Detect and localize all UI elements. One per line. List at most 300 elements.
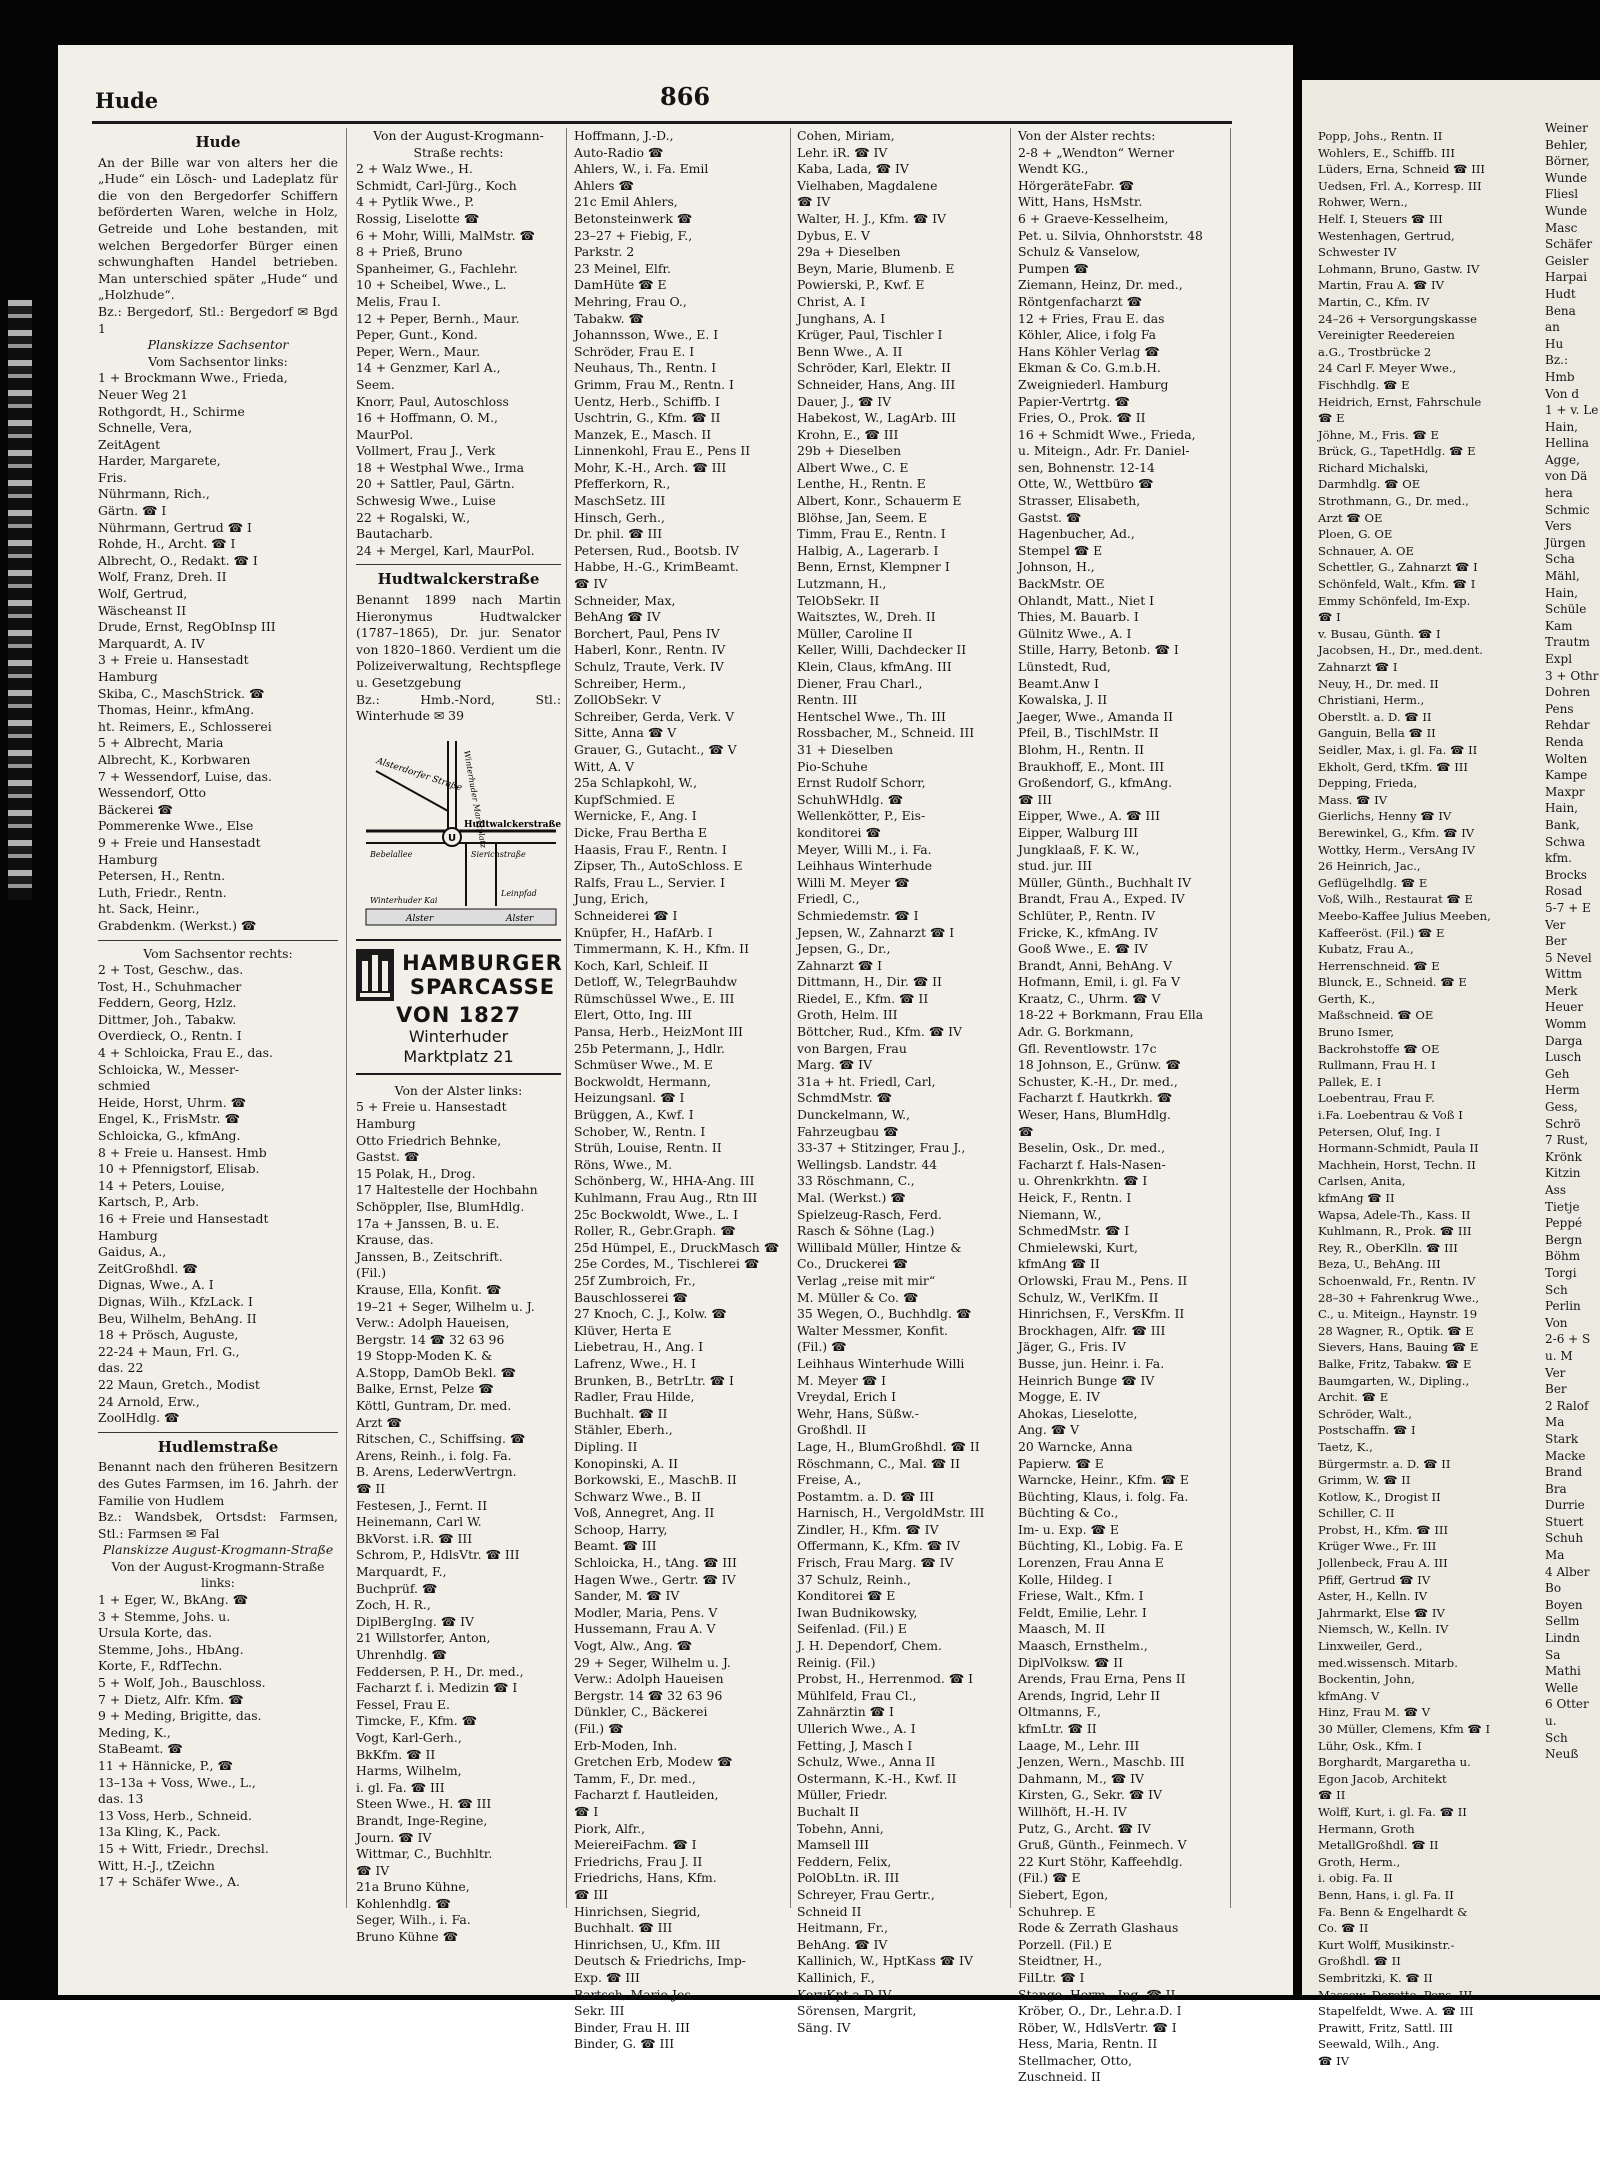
directory-entry: 22-24 + Maun, Frl. G., [98,1343,240,1359]
directory-entry: Meebo-Kaffee Julius Meeben, [1318,908,1491,923]
directory-entry: 18 + Prösch, Auguste, [98,1327,239,1343]
directory-entry: TelObSekr. II [797,592,880,608]
directory-entry: Korte, F., RdfTechn. [98,1658,223,1674]
directory-entry: Niemsch, W., Kelln. IV [1318,1622,1449,1637]
directory-entry: 33 Röschmann, C., [797,1173,915,1189]
directory-entry: Rode & Zerrath Glashaus [1018,1920,1179,1936]
directory-entry: Bauschlosserei ☎ [574,1289,688,1305]
directory-entry: Rothgordt, H., Schirme [98,403,245,419]
directory-entry: Fetting, J, Masch I [797,1737,913,1753]
directory-entry: 5-7 + E [1545,900,1591,915]
directory-entry: ☎ III [574,1886,609,1902]
directory-entry: Bergstr. 14 ☎ 32 63 96 [574,1687,723,1703]
directory-entry: 1 + Eger, W., BkAng. ☎ [98,1592,249,1608]
directory-entry: Bra [1545,1481,1567,1496]
directory-entry: 22 + Rogalski, W., [356,509,471,525]
directory-entry: Albrecht, O., Redakt. ☎ I [98,552,258,568]
directory-entry: Binder, G. ☎ III [574,2036,675,2052]
directory-entry: Köttl, Guntram, Dr. med. [356,1398,512,1414]
directory-entry: Brandt, Inge-Regine, [356,1812,488,1828]
directory-entry: Mathi [1545,1664,1581,1679]
directory-entry: Beza, U., BehAng. III [1318,1257,1441,1272]
directory-entry: Bruno Ismer, [1318,1025,1394,1040]
directory-entry: Pens [1545,701,1574,716]
directory-entry: Hu [1545,336,1564,351]
entries-list [98,1592,338,1891]
directory-entry: Riedel, E., Kfm. ☎ II [797,990,929,1006]
directory-entry: Powierski, P., Kwf. E [797,277,925,293]
directory-entry: Schröder, Karl, Elektr. II [797,360,951,376]
directory-entry: Buchalt II [797,1803,860,1819]
directory-entry: Sörensen, Margrit, [797,2003,917,2019]
directory-entry: Popp, Johs., Rentn. II [1318,129,1443,143]
side-heading: Von der Alster links: [394,1082,523,1098]
directory-entry: Loebentrau, Frau F. [1318,1091,1435,1106]
directory-entry: Maasch, Ernsthelm., [1018,1638,1148,1654]
directory-entry: Mogge, E. IV [1018,1389,1100,1405]
directory-entry: Wellingsb. Landstr. 44 [797,1156,938,1172]
directory-entry: 8 + Prieß, Bruno [356,244,463,260]
directory-entry: Exp. ☎ III [574,1969,640,1985]
directory-entry: Sievers, Hans, Bauing ☎ E [1318,1340,1479,1355]
directory-entry: Zindler, H., Kfm. ☎ IV [797,1521,939,1537]
directory-entry: Meding, K., [98,1724,171,1740]
directory-entry: 26 Heinrich, Jac., [1318,859,1421,874]
directory-entry: 6 Otter [1545,1697,1589,1712]
directory-entry: 22 Maun, Gretch., Modist [98,1376,260,1392]
column-divider [566,128,567,1908]
directory-entry: 2 + Tost, Geschw., das. [98,962,244,978]
entries-list [356,1099,561,1945]
directory-entry: Orlowski, Frau M., Pens. II [1018,1272,1188,1288]
directory-entry: Dignas, Wilh., KfzLack. I [98,1293,253,1309]
directory-entry: Ahlers ☎ [574,177,634,193]
directory-entry: Jepsen, G., Dr., [797,941,891,957]
directory-entry: Eipper, Wwe., A. ☎ III [1018,808,1161,824]
directory-entry: Wittmar, C., Buchhltr. [356,1846,493,1862]
directory-entry: DiplBergIng. ☎ IV [356,1613,474,1629]
directory-entry: Groth, Helm. III [797,1007,898,1023]
directory-entry: von Bargen, Frau [797,1040,907,1056]
directory-entry: an [1545,320,1560,335]
directory-entry: Kröber, O., Dr., Lehr.a.D. I [1018,2003,1182,2019]
directory-entry: Friese, Walt., Kfm. I [1018,1588,1144,1604]
directory-entry: Timmermann, K. H., Kfm. II [574,941,749,957]
directory-entry: Jaeger, Wwe., Amanda II [1018,708,1173,724]
directory-entry: Radler, Frau Hilde, [574,1389,695,1405]
directory-entry: 18 + Westphal Wwe., Irma [356,459,525,475]
directory-entry: Petersen, Oluf, Ing. I [1318,1124,1441,1139]
directory-entry: Hermann, Groth [1318,1821,1415,1836]
directory-entry: Witt, Hans, HsMstr. [1018,194,1143,210]
directory-entry: Meyer, Willi M., i. Fa. [797,841,932,857]
directory-entry: Wendt KG., [1018,161,1089,177]
directory-entry: Stange, Herm., Ing. ☎ II [1018,1986,1176,2002]
directory-entry: Uhrenhdlg. ☎ [356,1646,447,1662]
directory-entry: Zweigniederl. Hamburg [1018,376,1169,392]
directory-entry: PolObLtn. iR. III [797,1870,900,1886]
column-1 [98,128,338,1968]
directory-entry: 5 + Freie u. Hansestadt [356,1099,507,1115]
directory-entry: Manzek, E., Masch. II [574,426,712,442]
directory-entry: Rossig, Liselotte ☎ [356,210,480,226]
directory-entry: Harpai [1545,270,1588,285]
directory-entry: Peppé [1545,1216,1583,1231]
directory-entry: Steen Wwe., H. ☎ III [356,1796,492,1812]
directory-entry: Thomas, Heinr., kfmAng. [98,702,255,718]
directory-entry: Ma [1545,1415,1565,1430]
directory-entry: 23–27 + Fiebig, F., [574,227,693,243]
directory-entry: Niemann, W., [1018,1206,1102,1222]
directory-entry: Fricke, K., kfmAng. IV [1018,924,1158,940]
directory-entry: u. Ohrenkrkhtn. ☎ I [1018,1173,1148,1189]
directory-entry: Pallek, E. I [1318,1074,1382,1089]
directory-entry: Großhdl. II [797,1422,867,1438]
directory-entry: Voß, Wilh., Restaurat ☎ E [1318,892,1474,907]
directory-entry: Weiner [1545,121,1588,135]
directory-entry: Sembritzki, K. ☎ II [1318,1970,1433,1985]
directory-entry: Torgi [1545,1265,1577,1280]
directory-entry: Boyen [1545,1597,1583,1612]
bank-advertisement [356,939,561,1075]
directory-entry: Welle [1545,1680,1579,1695]
directory-entry: ZeitAgent [98,436,161,452]
ad-title-line: SPARCASSE [409,974,556,999]
directory-entry: Binder, Frau H. III [574,2019,690,2035]
directory-entry: Sa [1545,1647,1561,1662]
directory-entry: Bank, [1545,817,1580,832]
directory-entry: Verlag „reise mit mir“ [797,1272,936,1288]
directory-entry: Hentschel Wwe., Th. III [797,708,946,724]
directory-entry: kfmLtr. ☎ II [1018,1721,1097,1736]
directory-entry: Gastst. ☎ [1018,509,1082,525]
directory-entry: Arzt ☎ [356,1414,402,1430]
directory-entry: Herrenschneid. ☎ E [1318,958,1440,973]
directory-entry: Mähl, [1545,569,1580,584]
directory-entry: Schloicka, W., Messer- [98,1061,240,1077]
directory-entry: Martin, Frau A. ☎ IV [1318,278,1445,293]
directory-entry: Großhdl. ☎ II [1318,1954,1401,1969]
directory-entry: Zipser, Th., AutoSchloss. E [574,858,743,874]
side-heading: Von der August-Krogmann-Straße links: [111,1558,325,1591]
directory-entry: ht. Sack, Heinr., [98,901,200,917]
directory-entry: Arens, Reinh., i. folg. Fa. [356,1447,512,1463]
directory-entry: Ver [1545,1365,1566,1380]
directory-entry: Richard Michalski, [1318,460,1429,475]
directory-entry: Geh [1545,1066,1570,1081]
directory-entry: Wunde [1545,203,1588,218]
directory-entry: u. Miteign., Adr. Fr. Daniel- [1018,443,1190,459]
directory-entry: Wolf, Gertrud, [98,586,188,602]
directory-entry: Wunde [1545,170,1588,185]
directory-entry: Balke, Ernst, Pelze ☎ [356,1381,494,1397]
directory-entry: Blöhse, Jan, Seem. E [797,509,928,525]
directory-entry: Engel, K., FrisMstr. ☎ [98,1111,240,1127]
directory-entry: Emmy Schönfeld, Im-Exp. [1318,593,1471,608]
directory-entry: Pio-Schuhe [797,758,868,774]
directory-entry: Dahmann, M., ☎ IV [1018,1770,1144,1786]
directory-entry: Willibald Müller, Hintze & [797,1239,962,1255]
directory-entry: Ritschen, C., Schiffsing. ☎ [356,1431,526,1447]
directory-entry: Müller, Friedr. [797,1787,888,1803]
directory-entry: 31 + Dieselben [797,741,894,757]
directory-entry: Schwesig Wwe., Luise [356,493,496,509]
directory-entry: Wellenkötter, P., Eis- [797,808,926,824]
directory-entry: Krüger, Paul, Tischler I [797,327,943,343]
directory-entry: Freise, A., [797,1472,862,1488]
directory-entry: Backrohstoffe ☎ OE [1318,1041,1440,1056]
directory-entry: Herm [1545,1083,1580,1098]
directory-entry: Offermann, K., Kfm. ☎ IV [797,1538,960,1554]
directory-entry: Jungklaaß, F. K. W., [1018,841,1140,857]
directory-entry: Linnenkohl, Frau E., Pens II [574,443,751,459]
directory-entry: Sch [1545,1282,1568,1297]
directory-entry: Aster, H., Kelln. IV [1318,1589,1428,1604]
divider [356,564,561,565]
directory-entry: Schreiber, Herm., [574,675,687,691]
directory-entry: Hamburg [98,669,158,684]
directory-entry: Borchert, Paul, Pens IV [574,625,720,641]
directory-entry: Fries, O., Prok. ☎ II [1018,410,1146,426]
entries-list [98,962,338,1427]
directory-entry: Petersen, Rud., Bootsb. IV [574,542,739,558]
directory-entry: Melis, Frau I. [356,293,441,309]
directory-entry: Scha [1545,552,1575,567]
directory-entry: Schneid II [797,1903,862,1919]
directory-entry: FilLtr. ☎ I [1018,1969,1085,1985]
directory-entry: Dr. phil. ☎ III [574,526,663,542]
directory-entry: Hormann-Schmidt, Paula II [1318,1141,1479,1156]
directory-entry: M. Meyer ☎ I [797,1372,887,1388]
plan-sketch-note: Planskizze Sachsentor [147,337,289,353]
directory-entry: 15 Polak, H., Drog. [356,1165,476,1181]
directory-entry: Balke, Fritz, Tabakw. ☎ E [1318,1356,1472,1371]
directory-entry: Hofmann, Emil, i. gl. Fa V [1018,974,1181,990]
directory-entry: ☎ [1018,1123,1034,1139]
directory-entry: Laage, M., Lehr. III [1018,1737,1140,1753]
directory-entry: Jahrmarkt, Else ☎ IV [1318,1605,1445,1620]
directory-entry: Tabakw. ☎ [574,310,644,326]
directory-entry: 24 Carl F. Meyer Wwe., [1318,361,1457,376]
column-divider [1010,128,1011,1908]
directory-entry: Janssen, B., Zeitschrift. [356,1248,503,1264]
directory-entry: 2 + Walz Wwe., H. [356,161,473,177]
directory-entry: Schmidt, Carl-Jürg., Koch [356,177,517,193]
directory-entry: Röns, Wwe., M. [574,1156,673,1172]
directory-entry: Schiller, C. II [1318,1506,1395,1521]
directory-entry: Otto Friedrich Behnke, [356,1132,502,1148]
directory-entry: Zoch, H. R., [356,1597,431,1613]
directory-entry: Dybus, E. V [797,227,870,243]
district-info: Bz.: Wandsbek, Ortsdst: Farmsen, Stl.: Farmsen ✉ Fal [98,1509,338,1541]
directory-entry: Dittmer, Joh., Tabakw. [98,1011,237,1027]
directory-entry: Friedrichs, Frau J. II [574,1853,703,1869]
directory-entry: Schneider, Hans, Ang. III [797,376,956,392]
directory-entry: kfmAng ☎ II [1318,1191,1395,1205]
directory-entry: Mamsell III [797,1837,870,1853]
directory-entry: kfm. [1545,851,1572,866]
directory-entry: Neuß [1545,1747,1579,1762]
directory-entry: Erb-Moden, Inh. [574,1737,678,1753]
directory-entry: Schneider, Max, [574,592,676,608]
directory-entry: Konditorei ☎ E [797,1588,896,1604]
directory-entry: Müller, Caroline II [797,625,913,641]
directory-entry: Schulz, Traute, Verk. IV [574,659,724,674]
directory-entry: Kartsch, P., Arb. [98,1194,200,1210]
directory-entry: Uedsen, Frl. A., Korresp. III [1318,178,1482,193]
directory-entry: Betonsteinwerk ☎ [574,210,693,226]
directory-entry: Kurt Wolff, Musikinstr.- [1318,1937,1455,1952]
directory-entry: Strüh, Louise, Rentn. II [574,1140,722,1156]
directory-entry: 7 Rust, [1545,1133,1589,1148]
directory-entry: Lehr. iR. ☎ IV [797,144,888,160]
map-label: Alster [406,913,434,924]
ad-address-line: Winterhuder [408,1026,509,1046]
directory-entry: 24 + Mergel, Karl, MaurPol. [356,542,535,558]
directory-entry: Brandt, Anni, BehAng. V [1018,957,1173,973]
directory-entry: Bo [1545,1581,1562,1596]
map-label: Sierichstraße [471,849,526,859]
directory-entry: Hamburg [98,1227,158,1243]
directory-entry: Sellm [1545,1614,1580,1629]
directory-entry: Schloicka, G., kfmAng. [98,1128,241,1144]
directory-entry: Borghardt, Margaretha u. [1318,1755,1471,1770]
directory-entry: Lindn [1545,1631,1580,1646]
directory-entry: Detloff, W., TelegrBauhdw [574,974,738,990]
directory-entry: Westenhagen, Gertrud, [1318,228,1455,243]
directory-entry: Schmic [1545,502,1590,517]
directory-entry: Archit. ☎ E [1318,1390,1389,1405]
directory-entry: Hain, [1545,801,1578,816]
directory-entry: Lühr, Osk., Kfm. I [1318,1738,1422,1753]
directory-entry: Feldt, Emilie, Lehr. I [1018,1604,1147,1620]
directory-entry: Mass. ☎ IV [1318,792,1388,807]
directory-entry: Masc [1545,220,1578,235]
directory-entry: Liebetrau, H., Ang. I [574,1339,704,1355]
directory-entry: Lohmann, Bruno, Gastw. IV [1318,261,1480,276]
directory-entry: Hamburg [356,1115,416,1131]
directory-entry: Wernicke, F., Ang. I [574,808,697,824]
directory-entry: Schnauer, A. OE [1318,543,1414,558]
directory-entry: Kaba, Lada, ☎ IV [797,161,909,177]
directory-entry: Heidrich, Ernst, Fahrschule [1318,394,1482,409]
directory-entry: Benn, Ernst, Klempner I [797,559,950,575]
directory-entry: Leihhaus Winterhude [797,858,933,874]
directory-entry: Rohwer, Wern., [1318,195,1408,210]
entries-list [1018,128,1226,2086]
directory-entry: Benn, Hans, i. gl. Fa. II [1318,1887,1454,1902]
directory-entry: 25e Cordes, M., Tischlerei ☎ [574,1256,760,1272]
directory-entry: Uschtrin, G., Kfm. ☎ II [574,410,721,426]
directory-entry: Verw.: Adolph Haueisen [574,1671,724,1687]
directory-entry: Kallinich, W., HptKass ☎ IV [797,1953,973,1969]
directory-entry: Hess, Maria, Rentn. II [1018,2036,1158,2052]
directory-entry: Büchting, Kl., Lobig. Fa. E [1018,1538,1184,1554]
directory-entry: Rullmann, Frau H. I [1318,1058,1436,1073]
directory-entry: Pommerenke Wwe., Else [98,818,254,834]
directory-entry: Marquardt, A. IV [98,635,205,651]
directory-entry: Konopinski, A. II [574,1455,679,1471]
directory-entry: Vogt, Alw., Ang. ☎ [574,1638,693,1654]
directory-entry: Gerth, K., [1318,991,1376,1006]
directory-entry: Kowalska, J. II [1018,692,1108,708]
directory-entry: ☎ I [1318,610,1341,625]
directory-entry: Co., Druckerei ☎ [797,1256,908,1272]
directory-entry: Hagenbucher, Ad., [1018,526,1135,542]
directory-entry: Voß, Annegret, Ang. II [574,1505,715,1521]
directory-entry: Papier-Vertrtg. ☎ [1018,393,1130,409]
street-map-sketch [356,731,561,931]
directory-entry: Seewald, Wilh., Ang. [1318,2037,1440,2052]
directory-entry: 2-8 + „Wendton“ Werner [1018,144,1175,160]
map-label: Alsterdorfer Straße [375,756,464,794]
directory-entry: Gierlichs, Henny ☎ IV [1318,809,1452,824]
directory-entry: Overdieck, O., Rentn. I [98,1028,242,1044]
directory-entry: Grimm, Frau M., Rentn. I [574,376,734,392]
directory-entry: 21c Emil Ahlers, [574,194,678,210]
directory-entry: Schäfer [1545,237,1593,252]
directory-entry: Dünkler, C., Bäckerei [574,1704,708,1720]
directory-entry: Klein, Claus, kfmAng. III [797,659,952,674]
directory-entry: Zahnärztin ☎ I [797,1704,894,1720]
directory-entry: Schmiedemstr. ☎ I [797,907,919,923]
directory-entry: Trautm [1545,635,1590,650]
binding-strip [8,300,32,900]
directory-entry: Feddern, Georg, Hzlz. [98,995,237,1011]
directory-entry: Hagen Wwe., Gertr. ☎ IV [574,1571,736,1587]
directory-entry: Walter Messmer, Konfit. [797,1322,948,1338]
directory-entry: 7 + Dietz, Alfr. Kfm. ☎ [98,1691,244,1707]
directory-entry: Thies, M. Bauarb. I [1018,609,1139,625]
directory-entry: Rehdar [1545,718,1590,733]
directory-entry: 6 + Mohr, Willi, MalMstr. ☎ [356,227,535,243]
directory-entry: Rey, R., OberKlln. ☎ III [1318,1240,1458,1255]
directory-entry: 25c Bockwoldt, Wwe., L. I [574,1206,738,1222]
directory-entry: Macke [1545,1448,1586,1463]
directory-entry: Schoop, Harry, [574,1521,668,1537]
directory-entry: Probst, H., Kfm. ☎ III [1318,1522,1449,1537]
directory-entry: 17 Haltestelle der Hochbahn [356,1182,538,1198]
directory-entry: 28 Wagner, R., Optik. ☎ E [1318,1323,1474,1338]
directory-entry: Krüger Wwe., Fr. III [1318,1539,1437,1554]
directory-entry: Stempel ☎ E [1018,542,1103,558]
directory-entry: ☎ I [574,1803,599,1819]
directory-entry: Kaffeeröst. (Fil.) ☎ E [1318,925,1445,940]
directory-entry: Harnisch, H., VergoldMstr. III [797,1505,985,1521]
directory-entry: Schneiderei ☎ I [574,907,678,923]
directory-entry: Albert Wwe., C. E [797,459,909,475]
directory-entry: Facharzt f. Hautkrkh. ☎ [1018,1090,1173,1106]
directory-entry: Petersen, H., Rentn. [98,868,226,884]
directory-entry: Ostermann, K.-H., Kwf. II [797,1770,957,1786]
directory-entry: Brocks [1545,867,1587,882]
directory-entry: Röber, W., HdlsVertr. ☎ I [1018,2019,1177,2035]
directory-entry: Warncke, Heinr., Kfm. ☎ E [1018,1472,1189,1488]
directory-entry: Heuer [1545,1000,1584,1015]
directory-entry: BkKfm. ☎ II [356,1746,436,1762]
directory-entry: a.G., Trostbrücke 2 [1318,344,1432,359]
directory-entry: BehAng ☎ IV [574,609,661,625]
directory-entry: Co. ☎ II [1318,1921,1369,1936]
directory-entry: MaurPol. [356,426,414,442]
directory-entry: ht. Reimers, E., Schlosserei [98,718,272,734]
directory-entry: schmied [98,1078,151,1094]
directory-entry: Krönk [1545,1149,1582,1164]
entries-list [356,161,561,559]
directory-entry: 16 + Freie und Hansestadt [98,1211,269,1226]
column-4 [797,128,1005,2035]
directory-entry: Rohde, H., Archt. ☎ I [98,536,236,552]
